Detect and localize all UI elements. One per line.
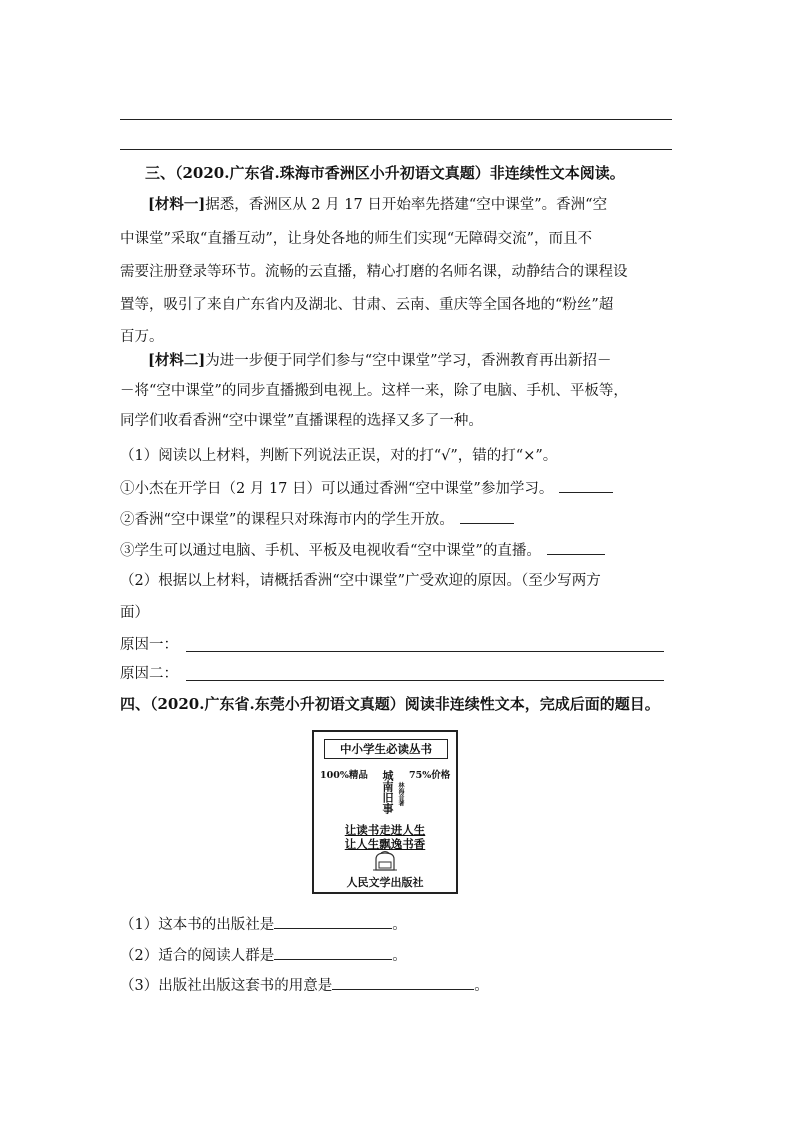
material2-line-2: －将“空中课堂”的同步直播搬到电视上。这样一来，除了电脑、手机、平板等，: [120, 383, 628, 399]
material1-tag: [材料一]: [148, 196, 206, 213]
cover-price: 75%价格: [409, 770, 451, 781]
material1-line-4: 置等，吸引了来自广东省内及湖北、甘肃、云南、重庆等全国各地的“粉丝”超: [120, 297, 614, 313]
material1-line-2: 中课堂”采取“直播互动”，让身处各地的师生们实现“无障碍交流”，而且不: [120, 231, 593, 247]
cover-slogan-2: 让人生飘逸书香: [344, 837, 426, 851]
cover-slogan-1: 让读书走进人生: [344, 823, 426, 837]
reason2-row: [120, 664, 680, 684]
reason2-label: 原因二：: [120, 666, 178, 682]
q1-item-2: [120, 509, 680, 530]
cover-series: 中小学生必读丛书: [324, 739, 448, 759]
s4-question-3: [120, 975, 680, 996]
material1-line-5: 百万。: [120, 329, 164, 345]
material1-line-1: [148, 195, 708, 215]
q1-item-3-text: ③学生可以通过电脑、手机、平板及电视收看“空中课堂”的直播。: [120, 543, 541, 559]
q1-item-1-blank[interactable]: [559, 478, 613, 493]
s4-question-2-blank[interactable]: [274, 945, 392, 960]
reason2-blank[interactable]: [186, 680, 664, 681]
answer-line-top-2[interactable]: [120, 149, 672, 150]
q1-item-3-blank[interactable]: [547, 540, 605, 555]
q2-prompt-line-1: （2）根据以上材料，请概括香洲“空中课堂”广受欢迎的原因。（至少写两方: [120, 573, 601, 589]
material2-line-1: [148, 351, 708, 371]
material2-text-1: 为进一步便于同学们参与“空中课堂”学习，香洲教育再出新招－: [205, 353, 612, 369]
s4-question-2-end: 。: [392, 948, 407, 964]
reason1-row: [120, 635, 680, 655]
reason1-label: 原因一：: [120, 637, 178, 653]
material2-tag: [材料二]: [148, 352, 206, 369]
q1-item-1-text: ①小杰在开学日（2 月 17 日）可以通过香洲“空中课堂”参加学习。: [120, 481, 554, 497]
material2-line-3: 同学们收看香洲“空中课堂”直播课程的选择又多了一种。: [120, 413, 483, 429]
s4-question-3-blank[interactable]: [332, 975, 474, 990]
q1-prompt: （1）阅读以上材料，判断下列说法正误，对的打“√”，错的打“×”。: [120, 448, 558, 464]
s4-question-3-label: （3）出版社出版这套书的用意是: [120, 978, 333, 994]
cover-publisher: 人民文学出版社: [346, 876, 424, 889]
s4-question-2-label: （2）适合的阅读人群是: [120, 948, 275, 964]
schoolbag-icon: [370, 850, 400, 872]
book-cover: [312, 730, 458, 894]
material1-line-3: 需要注册登录等环节。流畅的云直播，精心打磨的名师名课，动静结合的课程设: [120, 264, 628, 280]
q1-item-1: [120, 478, 680, 499]
answer-line-top-1[interactable]: [120, 119, 672, 120]
q2-prompt-line-2: 面）: [120, 605, 149, 621]
s4-question-3-end: 。: [474, 978, 489, 994]
q1-item-2-text: ②香洲“空中课堂”的课程只对珠海市内的学生开放。: [120, 512, 454, 528]
q1-item-2-blank[interactable]: [460, 509, 514, 524]
section3-heading: 三、（2020.广东省.珠海市香洲区小升初语文真题）非连续性文本阅读。: [145, 164, 625, 182]
s4-question-1-end: 。: [392, 917, 407, 933]
cover-author: 林海音著: [397, 782, 404, 806]
s4-question-1-blank[interactable]: [274, 914, 392, 929]
s4-question-2: [120, 945, 680, 966]
reason1-blank[interactable]: [186, 651, 664, 652]
s4-question-1-label: （1）这本书的出版社是: [120, 917, 275, 933]
q1-item-3: [120, 540, 680, 561]
cover-title: 城南旧事: [381, 770, 394, 814]
section4-heading: 四、（2020.广东省.东莞小升初语文真题）阅读非连续性文本，完成后面的题目。: [120, 695, 660, 713]
cover-quality: 100%精品: [320, 770, 368, 781]
s4-question-1: [120, 914, 680, 935]
material1-text-1: 据悉，香洲区从 2 月 17 日开始率先搭建“空中课堂”。香洲“空: [205, 197, 608, 213]
